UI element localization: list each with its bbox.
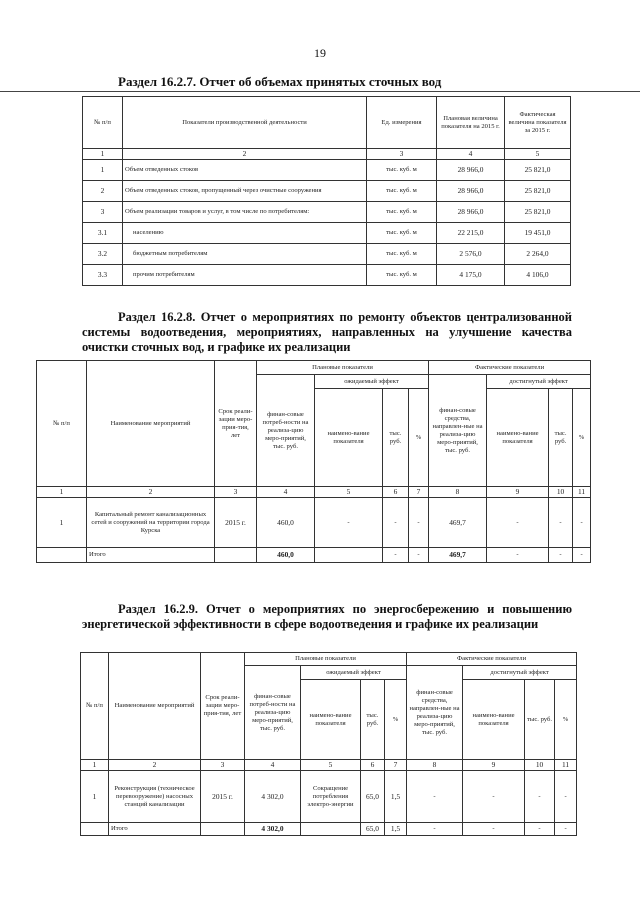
total-expected-pct: 1,5 [385, 823, 407, 836]
row-fin-fact: 469,7 [429, 498, 487, 548]
row-plan: 28 966,0 [437, 160, 505, 181]
header-fact-indicators: Фактические показатели [429, 361, 591, 375]
index-cell: 7 [409, 487, 429, 498]
index-cell: 8 [429, 487, 487, 498]
row-achieved-name: - [463, 771, 525, 823]
row-fact: 25 821,0 [505, 181, 571, 202]
row-expected-name: - [315, 498, 383, 548]
total-empty-cell [201, 823, 245, 836]
row-fact: 4 106,0 [505, 265, 571, 286]
header-expected-effect: ожидаемый эффект [315, 375, 429, 389]
section-16-2-8-title: Раздел 16.2.8. Отчет о мероприятиях по ремонту объектов централизованной системы водоотведения, мероприятиях, направленных на улучшение качества очистки сточных вод, и графике их реализации [82, 310, 572, 354]
index-cell: 1 [81, 760, 109, 771]
total-achieved-pct: - [555, 823, 577, 836]
table-row [83, 265, 571, 286]
table-row [37, 498, 591, 548]
index-cell: 11 [573, 487, 591, 498]
index-cell: 3 [215, 487, 257, 498]
total-achieved-rub: - [525, 823, 555, 836]
total-label: Итого [109, 823, 201, 836]
header-achieved-effect: достигнутый эффект [487, 375, 591, 389]
total-label: Итого [87, 548, 215, 563]
row-plan: 28 966,0 [437, 202, 505, 223]
header-pct: % [385, 680, 407, 760]
index-cell: 9 [487, 487, 549, 498]
total-empty-cell [301, 823, 361, 836]
row-term: 2015 г. [201, 771, 245, 823]
section-16-2-9-title: Раздел 16.2.9. Отчет о мероприятиях по энергосбережению и повышению энергетической эффективности в сфере водоотведения и графике их реализации [82, 602, 572, 631]
row-fact: 25 821,0 [505, 202, 571, 223]
row-name: Реконструкция (техническое перевооружение) насосных станций канализации [109, 771, 201, 823]
total-fin-plan: 460,0 [257, 548, 315, 563]
header-expected-effect: ожидаемый эффект [301, 666, 407, 680]
total-fin-plan: 4 302,0 [245, 823, 301, 836]
index-cell: 4 [245, 760, 301, 771]
row-expected-name: Сокращение потребления электро-энергии [301, 771, 361, 823]
header-rub: тыс. руб. [525, 680, 555, 760]
total-expected-rub: - [383, 548, 409, 563]
header-indicator-name: наимено-вание показателя [301, 680, 361, 760]
total-empty-cell [215, 548, 257, 563]
total-empty-cell [315, 548, 383, 563]
header-pct: % [409, 389, 429, 487]
row-achieved-pct: - [573, 498, 591, 548]
table-row [83, 202, 571, 223]
index-cell: 2 [123, 149, 367, 160]
row-name: населению [123, 223, 367, 244]
repair-measures-table [36, 360, 591, 563]
index-cell: 10 [549, 487, 573, 498]
row-unit: тыс. куб. м [367, 160, 437, 181]
row-unit: тыс. куб. м [367, 202, 437, 223]
index-cell: 4 [437, 149, 505, 160]
total-achieved-pct: - [573, 548, 591, 563]
divider-line [0, 91, 640, 92]
index-cell: 3 [201, 760, 245, 771]
index-cell: 3 [367, 149, 437, 160]
row-plan: 22 215,0 [437, 223, 505, 244]
header-unit: Ед. измерения [367, 97, 437, 149]
header-term: Срок реали-зации меро-прия-тия, лет [215, 361, 257, 487]
row-fin-plan: 460,0 [257, 498, 315, 548]
row-fact: 19 451,0 [505, 223, 571, 244]
row-fin-fact: - [407, 771, 463, 823]
header-name: Наименование мероприятий [87, 361, 215, 487]
row-plan: 2 576,0 [437, 244, 505, 265]
header-fin-fact: финан-совые средства, направлен-ные на реализа-цию меро-приятий, тыс. руб. [429, 375, 487, 487]
row-fin-plan: 4 302,0 [245, 771, 301, 823]
total-empty-cell [81, 823, 109, 836]
total-achieved-name: - [463, 823, 525, 836]
section-16-2-7-title: Раздел 16.2.7. Отчет об объемах принятых сточных вод [118, 74, 442, 89]
total-empty-cell [37, 548, 87, 563]
row-expected-pct: - [409, 498, 429, 548]
row-expected-rub: - [383, 498, 409, 548]
header-num: № п/п [81, 653, 109, 760]
header-num: № п/п [83, 97, 123, 149]
row-fact: 2 264,0 [505, 244, 571, 265]
index-cell: 9 [463, 760, 525, 771]
row-achieved-pct: - [555, 771, 577, 823]
index-cell: 1 [37, 487, 87, 498]
total-expected-rub: 65,0 [361, 823, 385, 836]
row-num: 1 [37, 498, 87, 548]
row-num: 1 [81, 771, 109, 823]
index-cell: 11 [555, 760, 577, 771]
row-unit: тыс. куб. м [367, 244, 437, 265]
row-num: 2 [83, 181, 123, 202]
header-indicator-name: наимено-вание показателя [463, 680, 525, 760]
header-rub: тыс. руб. [549, 389, 573, 487]
header-name: Наименование мероприятий [109, 653, 201, 760]
header-achieved-effect: достигнутый эффект [463, 666, 577, 680]
table-row [83, 160, 571, 181]
header-indicator-name: наимено-вание показателя [487, 389, 549, 487]
row-name: Объем реализации товаров и услуг, в том числе по потребителям: [123, 202, 367, 223]
row-achieved-rub: - [525, 771, 555, 823]
row-term: 2015 г. [215, 498, 257, 548]
header-pct: % [573, 389, 591, 487]
row-num: 3.2 [83, 244, 123, 265]
total-achieved-name: - [487, 548, 549, 563]
row-num: 3.3 [83, 265, 123, 286]
energy-saving-measures-table [80, 652, 577, 836]
total-fin-fact: 469,7 [429, 548, 487, 563]
row-num: 1 [83, 160, 123, 181]
index-cell: 10 [525, 760, 555, 771]
header-plan: Плановая величина показателя на 2015 г. [437, 97, 505, 149]
header-rub: тыс. руб. [361, 680, 385, 760]
header-pct: % [555, 680, 577, 760]
table-row [83, 181, 571, 202]
row-achieved-rub: - [549, 498, 573, 548]
header-fin-plan: финан-совые потреб-ности на реализа-цию меро-приятий, тыс. руб. [257, 375, 315, 487]
row-name: бюджетным потребителям [123, 244, 367, 265]
page-number: 19 [314, 46, 326, 60]
header-term: Срок реали-зации меро-прия-тия, лет [201, 653, 245, 760]
table-row [83, 244, 571, 265]
row-plan: 28 966,0 [437, 181, 505, 202]
index-cell: 4 [257, 487, 315, 498]
index-cell: 8 [407, 760, 463, 771]
row-unit: тыс. куб. м [367, 223, 437, 244]
index-cell: 6 [383, 487, 409, 498]
index-cell: 5 [301, 760, 361, 771]
wastewater-volume-table [82, 96, 571, 286]
row-expected-pct: 1,5 [385, 771, 407, 823]
header-indicator-name: наимено-вание показателя [315, 389, 383, 487]
header-fin-fact: финан-совые средства, направлен-ные на реализа-цию меро-приятий, тыс. руб. [407, 666, 463, 760]
header-plan-indicators: Плановые показатели [257, 361, 429, 375]
row-plan: 4 175,0 [437, 265, 505, 286]
total-row [37, 548, 591, 563]
row-fact: 25 821,0 [505, 160, 571, 181]
header-num: № п/п [37, 361, 87, 487]
row-achieved-name: - [487, 498, 549, 548]
index-cell: 6 [361, 760, 385, 771]
header-fact-indicators: Фактические показатели [407, 653, 577, 666]
row-unit: тыс. куб. м [367, 265, 437, 286]
header-plan-indicators: Плановые показатели [245, 653, 407, 666]
row-name: Объем отведенных стоков [123, 160, 367, 181]
header-indicator: Показатели производственной деятельности [123, 97, 367, 149]
row-num: 3 [83, 202, 123, 223]
header-rub: тыс. руб. [383, 389, 409, 487]
row-name: прочим потребителям [123, 265, 367, 286]
index-cell: 5 [505, 149, 571, 160]
row-name: Объем отведенных стоков, пропущенный через очистные сооружения [123, 181, 367, 202]
index-cell: 7 [385, 760, 407, 771]
index-cell: 2 [87, 487, 215, 498]
index-cell: 2 [109, 760, 201, 771]
row-name: Капитальный ремонт канализационных сетей и сооружений на территории города Курска [87, 498, 215, 548]
table-row [83, 223, 571, 244]
index-cell: 5 [315, 487, 383, 498]
index-cell: 1 [83, 149, 123, 160]
row-expected-rub: 65,0 [361, 771, 385, 823]
total-achieved-rub: - [549, 548, 573, 563]
row-unit: тыс. куб. м [367, 181, 437, 202]
header-fin-plan: финан-совые потреб-ности на реализа-цию меро-приятий, тыс. руб. [245, 666, 301, 760]
row-num: 3.1 [83, 223, 123, 244]
total-row [81, 823, 577, 836]
table-row [81, 771, 577, 823]
header-fact: Фактическая величина показателя за 2015 г. [505, 97, 571, 149]
total-fin-fact: - [407, 823, 463, 836]
total-expected-pct: - [409, 548, 429, 563]
